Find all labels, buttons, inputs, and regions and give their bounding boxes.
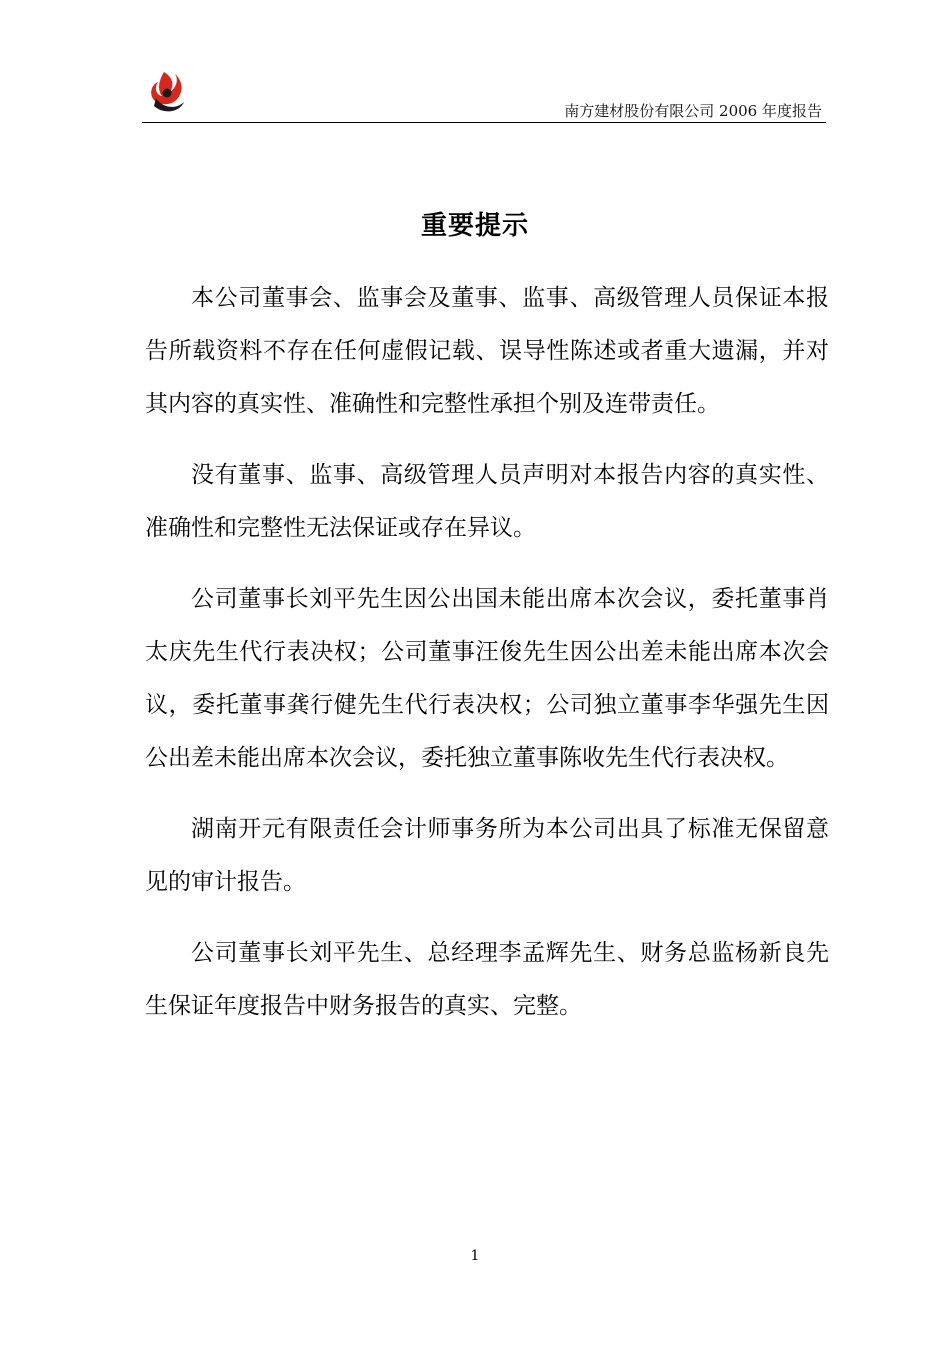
notice-body [145, 272, 829, 1051]
page-number: 1 [470, 1248, 480, 1264]
paragraph-proxy-voting: 公司董事长刘平先生因公出国未能出席本次会议，委托董事肖太庆先生代行表决权；公司董事汪俊先生因公出差未能出席本次会议，委托董事龚行健先生代行表决权；公司独立董事李华强先生因公出差未能出席本次会议，委托独立董事陈收先生代行表决权。 [145, 586, 829, 771]
paragraph-no-objection: 没有董事、监事、高级管理人员声明对本报告内容的真实性、准确性和完整性无法保证或存在异议。 [145, 462, 829, 541]
header-divider [142, 122, 826, 123]
report-header-title: 南方建材股份有限公司 2006 年度报告 [564, 102, 822, 120]
paragraph-board-guarantee: 本公司董事会、监事会及董事、监事、高级管理人员保证本报告所载资料不存在任何虚假记载、误导性陈述或者重大遗漏，并对其内容的真实性、准确性和完整性承担个别及连带责任。 [145, 285, 829, 417]
paragraph-audit-opinion: 湖南开元有限责任会计师事务所为本公司出具了标准无保留意见的审计报告。 [145, 816, 829, 895]
page-title: 重要提示 [420, 211, 529, 241]
flame-swirl-logo-icon [142, 68, 190, 116]
paragraph-financial-guarantee: 公司董事长刘平先生、总经理李孟辉先生、财务总监杨新良先生保证年度报告中财务报告的真实、完整。 [145, 940, 829, 1019]
